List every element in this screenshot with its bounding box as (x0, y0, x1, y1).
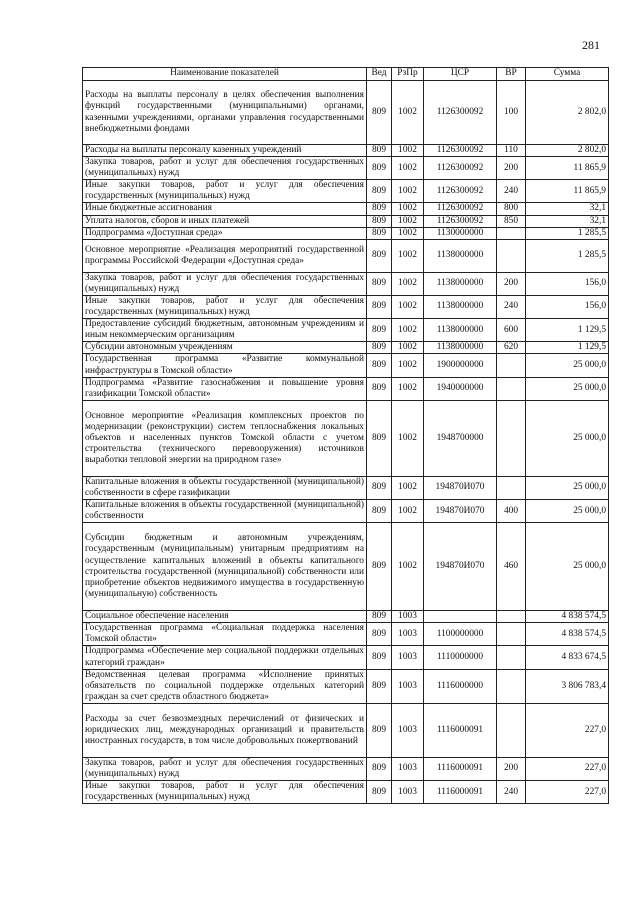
cell-csr: 1138000000 (424, 272, 497, 295)
table-row (83, 476, 609, 499)
cell-vr: 240 (497, 180, 526, 203)
table-row (83, 272, 609, 295)
cell-name: Закупка товаров, работ и услуг для обеспечения государственных (муниципальных) нужд (83, 272, 367, 295)
cell-vr (497, 703, 526, 757)
cell-name: Иные бюджетные ассигнования (83, 203, 367, 215)
cell-sum: 2 802,0 (526, 81, 609, 145)
table-row (83, 215, 609, 227)
cell-sum: 4 838 574,5 (526, 611, 609, 623)
cell-rzpr: 1002 (392, 157, 424, 180)
cell-csr: 1940000000 (424, 377, 497, 400)
cell-rzpr: 1003 (392, 757, 424, 780)
cell-ved: 809 (367, 319, 392, 342)
table-row (83, 757, 609, 780)
cell-ved: 809 (367, 400, 392, 476)
cell-name: Государственная программа «Развитие коммунальной инфраструктуры в Томской области» (83, 354, 367, 377)
table-row (83, 180, 609, 203)
cell-ved: 809 (367, 81, 392, 145)
cell-ved: 809 (367, 703, 392, 757)
cell-ved: 809 (367, 611, 392, 623)
cell-rzpr: 1002 (392, 215, 424, 227)
table-row (83, 400, 609, 476)
cell-name: Расходы на выплаты персоналу в целях обеспечения выполнения функций государственными (муниципальными) органами, казенными учреждениями, органами управления государственными внебюджетными фондами (83, 81, 367, 145)
cell-name: Иные закупки товаров, работ и услуг для обеспечения государственных (муниципальных) нужд (83, 781, 367, 804)
cell-ved: 809 (367, 669, 392, 703)
cell-rzpr: 1003 (392, 781, 424, 804)
cell-vr (497, 669, 526, 703)
cell-csr: 194870И070 (424, 499, 497, 522)
cell-ved: 809 (367, 342, 392, 354)
cell-ved: 809 (367, 646, 392, 669)
table-row (83, 646, 609, 669)
cell-ved: 809 (367, 272, 392, 295)
cell-name: Уплата налогов, сборов и иных платежей (83, 215, 367, 227)
cell-rzpr: 1002 (392, 295, 424, 318)
cell-vr (497, 646, 526, 669)
cell-sum: 3 806 783,4 (526, 669, 609, 703)
cell-sum: 1 129,5 (526, 319, 609, 342)
cell-vr: 620 (497, 342, 526, 354)
cell-vr: 200 (497, 272, 526, 295)
cell-rzpr: 1003 (392, 669, 424, 703)
cell-ved: 809 (367, 239, 392, 272)
cell-sum: 4 833 674,5 (526, 646, 609, 669)
cell-sum: 25 000,0 (526, 354, 609, 377)
cell-rzpr: 1003 (392, 611, 424, 623)
cell-ved: 809 (367, 623, 392, 646)
cell-ved: 809 (367, 476, 392, 499)
cell-vr: 240 (497, 295, 526, 318)
cell-sum: 1 285,5 (526, 239, 609, 272)
cell-vr (497, 239, 526, 272)
budget-table (82, 67, 609, 804)
table-row (83, 157, 609, 180)
cell-sum: 1 285,5 (526, 227, 609, 239)
cell-csr: 1116000091 (424, 757, 497, 780)
cell-name: Закупка товаров, работ и услуг для обеспечения государственных (муниципальных) нужд (83, 757, 367, 780)
cell-sum: 25 000,0 (526, 523, 609, 611)
cell-sum: 11 865,9 (526, 157, 609, 180)
cell-rzpr: 1002 (392, 400, 424, 476)
cell-sum: 227,0 (526, 757, 609, 780)
table-row (83, 499, 609, 522)
cell-sum: 25 000,0 (526, 377, 609, 400)
cell-sum: 11 865,9 (526, 180, 609, 203)
cell-sum: 2 802,0 (526, 145, 609, 157)
cell-ved: 809 (367, 180, 392, 203)
cell-rzpr: 1002 (392, 180, 424, 203)
table-row (83, 319, 609, 342)
cell-sum: 25 000,0 (526, 499, 609, 522)
table-row (83, 781, 609, 804)
cell-vr: 850 (497, 215, 526, 227)
cell-name: Ведомственная целевая программа «Исполнение принятых обязательств по социальной поддержке отдельных категорий граждан за счет средств областного бюджета» (83, 669, 367, 703)
table-row (83, 227, 609, 239)
cell-name: Капитальные вложения в объекты государственной (муниципальной) собственности (83, 499, 367, 522)
cell-vr (497, 400, 526, 476)
cell-name: Субсидии автономным учреждениям (83, 342, 367, 354)
cell-csr (424, 611, 497, 623)
cell-csr: 194870И070 (424, 523, 497, 611)
header-csr: ЦСР (424, 68, 497, 81)
cell-rzpr: 1002 (392, 227, 424, 239)
cell-ved: 809 (367, 757, 392, 780)
cell-name: Основное мероприятие «Реализация мероприятий государственной программы Российской Федерации «Доступная среда» (83, 239, 367, 272)
cell-vr: 200 (497, 157, 526, 180)
cell-sum: 227,0 (526, 781, 609, 804)
cell-csr: 1138000000 (424, 342, 497, 354)
cell-csr: 1948700000 (424, 400, 497, 476)
cell-rzpr: 1002 (392, 499, 424, 522)
table-row (83, 203, 609, 215)
cell-sum: 4 838 574,5 (526, 623, 609, 646)
cell-ved: 809 (367, 227, 392, 239)
cell-sum: 25 000,0 (526, 476, 609, 499)
cell-vr: 200 (497, 757, 526, 780)
cell-vr: 110 (497, 145, 526, 157)
table-row (83, 354, 609, 377)
cell-csr: 1130000000 (424, 227, 497, 239)
cell-rzpr: 1002 (392, 523, 424, 611)
table-row (83, 611, 609, 623)
cell-name: Иные закупки товаров, работ и услуг для обеспечения государственных (муниципальных) нужд (83, 180, 367, 203)
cell-csr: 1110000000 (424, 646, 497, 669)
table-row (83, 239, 609, 272)
cell-name: Закупка товаров, работ и услуг для обеспечения государственных (муниципальных) нужд (83, 157, 367, 180)
cell-csr: 1138000000 (424, 239, 497, 272)
cell-name: Основное мероприятие «Реализация комплексных проектов по модернизации (реконструкции) систем теплоснабжения локальных объектов и населенных пунктов Томской области с учетом строительства (технического перевооружения) источников выработки тепловой энергии на природном газе» (83, 400, 367, 476)
cell-rzpr: 1002 (392, 81, 424, 145)
cell-name: Расходы на выплаты персоналу казенных учреждений (83, 145, 367, 157)
cell-name: Предоставление субсидий бюджетным, автономным учреждениям и иным некоммерческим организациям (83, 319, 367, 342)
table-row (83, 295, 609, 318)
cell-sum: 32,1 (526, 215, 609, 227)
header-vr: ВР (497, 68, 526, 81)
table-row (83, 623, 609, 646)
cell-name: Подпрограмма «Развитие газоснабжения и повышение уровня газификации Томской области» (83, 377, 367, 400)
cell-ved: 809 (367, 523, 392, 611)
cell-rzpr: 1002 (392, 342, 424, 354)
table-header (83, 68, 609, 81)
table-row (83, 669, 609, 703)
cell-vr (497, 227, 526, 239)
cell-rzpr: 1003 (392, 623, 424, 646)
page-number: 281 (582, 38, 600, 52)
cell-ved: 809 (367, 215, 392, 227)
cell-csr: 1126300092 (424, 145, 497, 157)
cell-vr: 240 (497, 781, 526, 804)
cell-name: Социальное обеспечение населения (83, 611, 367, 623)
cell-csr: 1126300092 (424, 203, 497, 215)
cell-rzpr: 1002 (392, 319, 424, 342)
header-name: Наименование показателей (83, 68, 367, 81)
cell-ved: 809 (367, 203, 392, 215)
cell-vr (497, 377, 526, 400)
cell-rzpr: 1002 (392, 145, 424, 157)
cell-sum: 156,0 (526, 295, 609, 318)
cell-vr (497, 623, 526, 646)
cell-sum: 156,0 (526, 272, 609, 295)
cell-sum: 1 129,5 (526, 342, 609, 354)
cell-name: Субсидии бюджетным и автономным учреждениям, государственным (муниципальным) унитарным предприятиям на осуществление капитальных вложений в объекты капитального строительства государственной (муниципальной) собственности или приобретение объектов недвижимого имущества в государственную (муниципальную) собственность (83, 523, 367, 611)
cell-vr: 800 (497, 203, 526, 215)
cell-sum: 32,1 (526, 203, 609, 215)
cell-csr: 1900000000 (424, 354, 497, 377)
cell-ved: 809 (367, 157, 392, 180)
cell-vr (497, 611, 526, 623)
cell-ved: 809 (367, 781, 392, 804)
table-row (83, 145, 609, 157)
cell-csr: 1126300092 (424, 215, 497, 227)
cell-ved: 809 (367, 377, 392, 400)
cell-csr: 1116000091 (424, 781, 497, 804)
cell-vr (497, 476, 526, 499)
cell-csr: 1138000000 (424, 295, 497, 318)
table-body (83, 81, 609, 804)
cell-name: Государственная программа «Социальная поддержка населения Томской области» (83, 623, 367, 646)
cell-name: Иные закупки товаров, работ и услуг для обеспечения государственных (муниципальных) нужд (83, 295, 367, 318)
cell-csr: 1116000000 (424, 669, 497, 703)
table-row (83, 523, 609, 611)
cell-rzpr: 1002 (392, 203, 424, 215)
cell-ved: 809 (367, 499, 392, 522)
table-row (83, 342, 609, 354)
cell-csr: 1116000091 (424, 703, 497, 757)
cell-sum: 227,0 (526, 703, 609, 757)
cell-name: Подпрограмма «Обеспечение мер социальной поддержки отдельных категорий граждан» (83, 646, 367, 669)
cell-vr: 400 (497, 499, 526, 522)
cell-csr: 194870И070 (424, 476, 497, 499)
cell-rzpr: 1002 (392, 272, 424, 295)
table-row (83, 81, 609, 145)
cell-csr: 1100000000 (424, 623, 497, 646)
header-sum: Сумма (526, 68, 609, 81)
cell-csr: 1138000000 (424, 319, 497, 342)
table-row (83, 703, 609, 757)
cell-vr: 600 (497, 319, 526, 342)
header-rzpr: РзПр (392, 68, 424, 81)
cell-vr: 100 (497, 81, 526, 145)
header-row (83, 68, 609, 81)
cell-ved: 809 (367, 295, 392, 318)
cell-rzpr: 1003 (392, 646, 424, 669)
cell-vr (497, 354, 526, 377)
table-row (83, 377, 609, 400)
cell-name: Расходы за счет безвозмездных перечислений от физических и юридических лиц, международных организаций и правительств иностранных государств, в том числе добровольных пожертвований (83, 703, 367, 757)
cell-rzpr: 1002 (392, 354, 424, 377)
cell-ved: 809 (367, 354, 392, 377)
cell-ved: 809 (367, 145, 392, 157)
cell-rzpr: 1002 (392, 377, 424, 400)
cell-rzpr: 1003 (392, 703, 424, 757)
cell-csr: 1126300092 (424, 157, 497, 180)
cell-name: Капитальные вложения в объекты государственной (муниципальной) собственности в сфере газификации (83, 476, 367, 499)
header-ved: Вед (367, 68, 392, 81)
cell-name: Подпрограмма «Доступная среда» (83, 227, 367, 239)
cell-vr: 460 (497, 523, 526, 611)
cell-rzpr: 1002 (392, 239, 424, 272)
cell-csr: 1126300092 (424, 180, 497, 203)
cell-csr: 1126300092 (424, 81, 497, 145)
cell-rzpr: 1002 (392, 476, 424, 499)
cell-sum: 25 000,0 (526, 400, 609, 476)
